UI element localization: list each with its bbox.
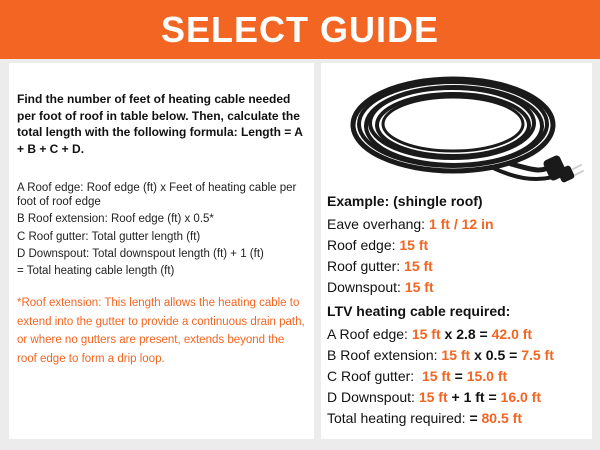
formula-item-c: C Roof gutter: Total gutter length (ft) xyxy=(17,230,201,243)
example-row-downspout: Downspout: 15 ft xyxy=(327,279,434,295)
example-row-gutter: Roof gutter: 15 ft xyxy=(327,258,433,274)
ltv-row-d: D Downspout: 15 ft + 1 ft = 16.0 ft xyxy=(327,389,542,405)
ltv-rows xyxy=(327,324,554,429)
ltv-row-b: B Roof extension: 15 ft x 0.5 = 7.5 ft xyxy=(327,347,554,363)
roof-extension-note: *Roof extension: This length allows the heating cable to extend into the gutter to provide a continuous drain path, or where no gutters are present, extends beyond the roof edge to form a drip loop. xyxy=(17,297,305,365)
ltv-row-total: Total heating required: = 80.5 ft xyxy=(327,410,522,426)
formula-item-a: A Roof edge: Roof edge (ft) x Feet of heating cable per foot of roof edge xyxy=(17,182,297,209)
example-row-eave: Eave overhang: 1 ft / 12 in xyxy=(327,216,494,232)
ltv-title: LTV heating cable required: xyxy=(327,303,511,319)
formula-item-b: B Roof extension: Roof edge (ft) x 0.5* xyxy=(17,213,214,226)
example-row-roof-edge: Roof edge: 15 ft xyxy=(327,237,429,253)
formula-list xyxy=(17,181,306,278)
formula-item-d: D Downspout: Total downspout length (ft) + 1 (ft) xyxy=(17,247,264,260)
header-banner xyxy=(0,0,600,59)
ltv-row-c: C Roof gutter: 15 ft = 15.0 ft xyxy=(327,368,508,384)
example-rows xyxy=(327,214,494,298)
page-title: SELECT GUIDE xyxy=(160,8,440,50)
formula-total: = Total heating cable length (ft) xyxy=(17,265,175,278)
intro-text: Find the number of feet of heating cable needed per foot of roof in table below. Then, calculate the total length with the following formula: Length = A + B + C + D. xyxy=(17,92,303,156)
example-panel xyxy=(321,63,592,439)
heating-cable-image xyxy=(341,69,586,189)
ltv-row-a: A Roof edge: 15 ft x 2.8 = 42.0 ft xyxy=(327,326,533,342)
example-title: Example: (shingle roof) xyxy=(327,193,483,209)
formula-panel xyxy=(9,63,314,439)
